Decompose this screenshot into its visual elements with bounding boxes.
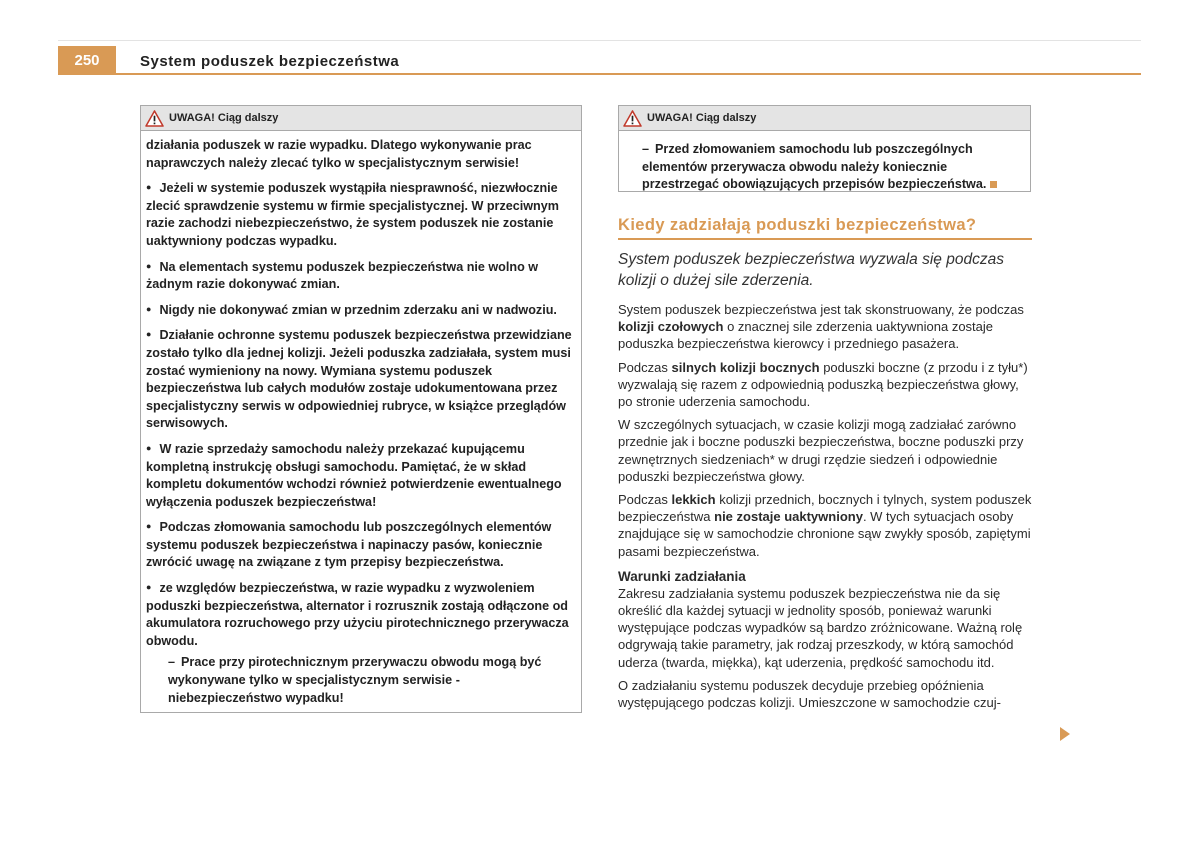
warning-text: Przed złomowaniem samochodu lub poszczególnych elementów przerywacza obwodu należy koniecznie przestrzegać obowiązujących przepisów bezpieczeństwa. <box>642 142 987 192</box>
warning-bullet-item <box>146 301 576 320</box>
warning-text: Prace przy pirotechnicznym przerywaczu obwodu mogą być wykonywane tylko w specjalistycznym serwisie - niebezpieczeństwo wypadku! <box>168 655 542 705</box>
warning-bullet-item <box>146 440 576 511</box>
chapter-title: System poduszek bezpieczeństwa <box>140 53 400 70</box>
bullet-icon: ● <box>146 329 152 340</box>
warning-triangle-icon <box>623 110 642 127</box>
warning-heading: UWAGA! Ciąg dalszy <box>647 112 757 124</box>
paragraph: System poduszek bezpieczeństwa jest tak skonstruowany, że podczas kolizji czołowych o znacznej sile zderzenia uaktywniona zostaje poduszka bezpieczeństwa kierowcy i przedniego pasażera. <box>618 302 1024 352</box>
warning-body <box>141 131 581 707</box>
page-number: 250 <box>58 46 116 75</box>
paragraph: W szczególnych sytuacjach, w czasie kolizji mogą zadziałać zarówno przednie jak i boczne poduszki bezpieczeństwa, boczne poduszki przy zewnętrznych siedzeniach* w drugi rzędzie siedzeń i odpowiednie poduszki bezpieczeństwa głowy. <box>618 417 1024 484</box>
section-title: Kiedy zadziałają poduszki bezpieczeństwa? <box>618 216 1032 240</box>
warning-text: działania poduszek w razie wypadku. Dlatego wykonywanie prac naprawczych należy zlecać tylko w specjalistycznym serwisie! <box>146 138 532 170</box>
continue-arrow-icon <box>1060 727 1070 741</box>
paragraph: Podczas lekkich kolizji przednich, bocznych i tylnych, system poduszek bezpieczeństwa nie zostaje uaktywniony. W tych sytuacjach osoby znajdujące się w samochodzie chronione sąw zwykły sposób, zapiętymi pasami bezpieczeństwa. <box>618 492 1032 559</box>
bullet-icon: ● <box>146 303 152 314</box>
warning-header <box>141 106 581 131</box>
warning-bullet-item <box>146 518 576 572</box>
bullet-icon: ● <box>146 442 152 453</box>
subheading: Warunki zadziałania <box>618 568 746 584</box>
section-lead: System poduszek bezpieczeństwa wyzwala się podczas kolizji o dużej sile zderzenia. <box>618 251 1004 289</box>
warning-text: ze względów bezpieczeństwa, w razie wypadku z wyzwoleniem poduszki bezpieczeństwa, alternator i rozrusznik zostają odłączone od akumulatora rozruchowego przy użyciu pirotechnicznego przerywacza obwodu. <box>146 581 569 648</box>
warning-bullet-item <box>146 326 576 433</box>
warning-dash-item: – Prace przy pirotechnicznym przerywaczu obwodu mogą być wykonywane tylko w specjalistycznym serwisie - niebezpieczeństwo wypadku! <box>168 655 542 705</box>
top-rule <box>58 40 1141 41</box>
warning-bullet-item <box>146 258 576 294</box>
warning-box-right <box>618 105 1031 192</box>
paragraph: Zakresu zadziałania systemu poduszek bezpieczeństwa nie da się określić dla każdej sytuacji w jednolity sposób, ponieważ warunki występujące podczas wypadków są bardzo zróżnicowane. Ważną rolę odgrywają takie parametry, jak rodzaj przeszkody, w którą samochód uderza (twarda, miękka), kąt uderzenia, prędkość samochodu itd. <box>618 585 1023 670</box>
warning-text: W razie sprzedaży samochodu należy przekazać kupującemu kompletną instrukcję obsługi samochodu. Pamiętać, że w skład kompletu dokumentów wchodzi również potwierdzenie ewentualnego wyłączenia poduszek bezpieczeństwa! <box>146 441 562 509</box>
warning-bullet-item <box>146 579 576 650</box>
bullet-icon: ● <box>146 260 152 271</box>
header-rule <box>58 73 1141 75</box>
warning-text: Na elementach systemu poduszek bezpieczeństwa nie wolno w żadnym razie dokonywać zmian. <box>146 259 539 292</box>
bullet-icon: ● <box>146 521 152 532</box>
bullet-icon: ● <box>146 182 152 193</box>
paragraph: Podczas silnych kolizji bocznych poduszki boczne (z przodu i z tyłu*) wyzwalają się razem z odpowiednią poduszką bezpieczeństwa głowy, po stronie uderzenia samochodu. <box>618 359 1028 410</box>
warning-body <box>619 131 1030 194</box>
main-section <box>618 216 1032 717</box>
warning-text <box>146 137 576 172</box>
warning-heading: UWAGA! Ciąg dalszy <box>169 112 279 124</box>
warning-text: Podczas złomowania samochodu lub poszczególnych elementów systemu poduszek bezpieczeństwa i napinaczy pasów, koniecznie zwrócić uwagę na związane z tym przepisy bezpieczeństwa. <box>146 520 552 570</box>
warning-dash-item: – Przed złomowaniem samochodu lub poszczególnych elementów przerywacza obwodu należy koniecznie przestrzegać obowiązujących przepisów bezpieczeństwa. <box>624 141 1025 194</box>
warning-text: Nigdy nie dokonywać zmian w przednim zderzaku ani w nadwoziu. <box>159 302 557 317</box>
bullet-icon: ● <box>146 582 152 593</box>
paragraph: O zadziałaniu systemu poduszek decyduje przebieg opóźnienia występującego podczas kolizji. Umieszczone w samochodzie czuj- <box>618 677 1001 711</box>
warning-triangle-icon <box>145 110 164 127</box>
warning-bullet-item <box>146 179 576 250</box>
warning-box-left <box>140 105 582 713</box>
warning-text: Jeżeli w systemie poduszek wystąpiła niesprawność, niezwłocznie zlecić sprawdzenie systemu w firmie specjalistycznej. W przeciwnym razie zachodzi niebezpieczeństwo, że system poduszek nie zostanie uaktywniony podczas wypadku. <box>146 181 559 248</box>
warning-header <box>619 106 1030 131</box>
end-of-section-marker <box>990 181 997 188</box>
warning-text: Działanie ochronne systemu poduszek bezpieczeństwa przewidziane zostało tylko dla jednej kolizji. Jeżeli poduszka zadziałała, system musi zostać wymieniony na nowy. Wymiana systemu poduszek bezpieczeństwa lub całych modułów zostaje udokumentowana przez specjalistyczny serwis w odpowiedniej rubryce, w książce przeglądów serwisowych. <box>146 328 572 431</box>
